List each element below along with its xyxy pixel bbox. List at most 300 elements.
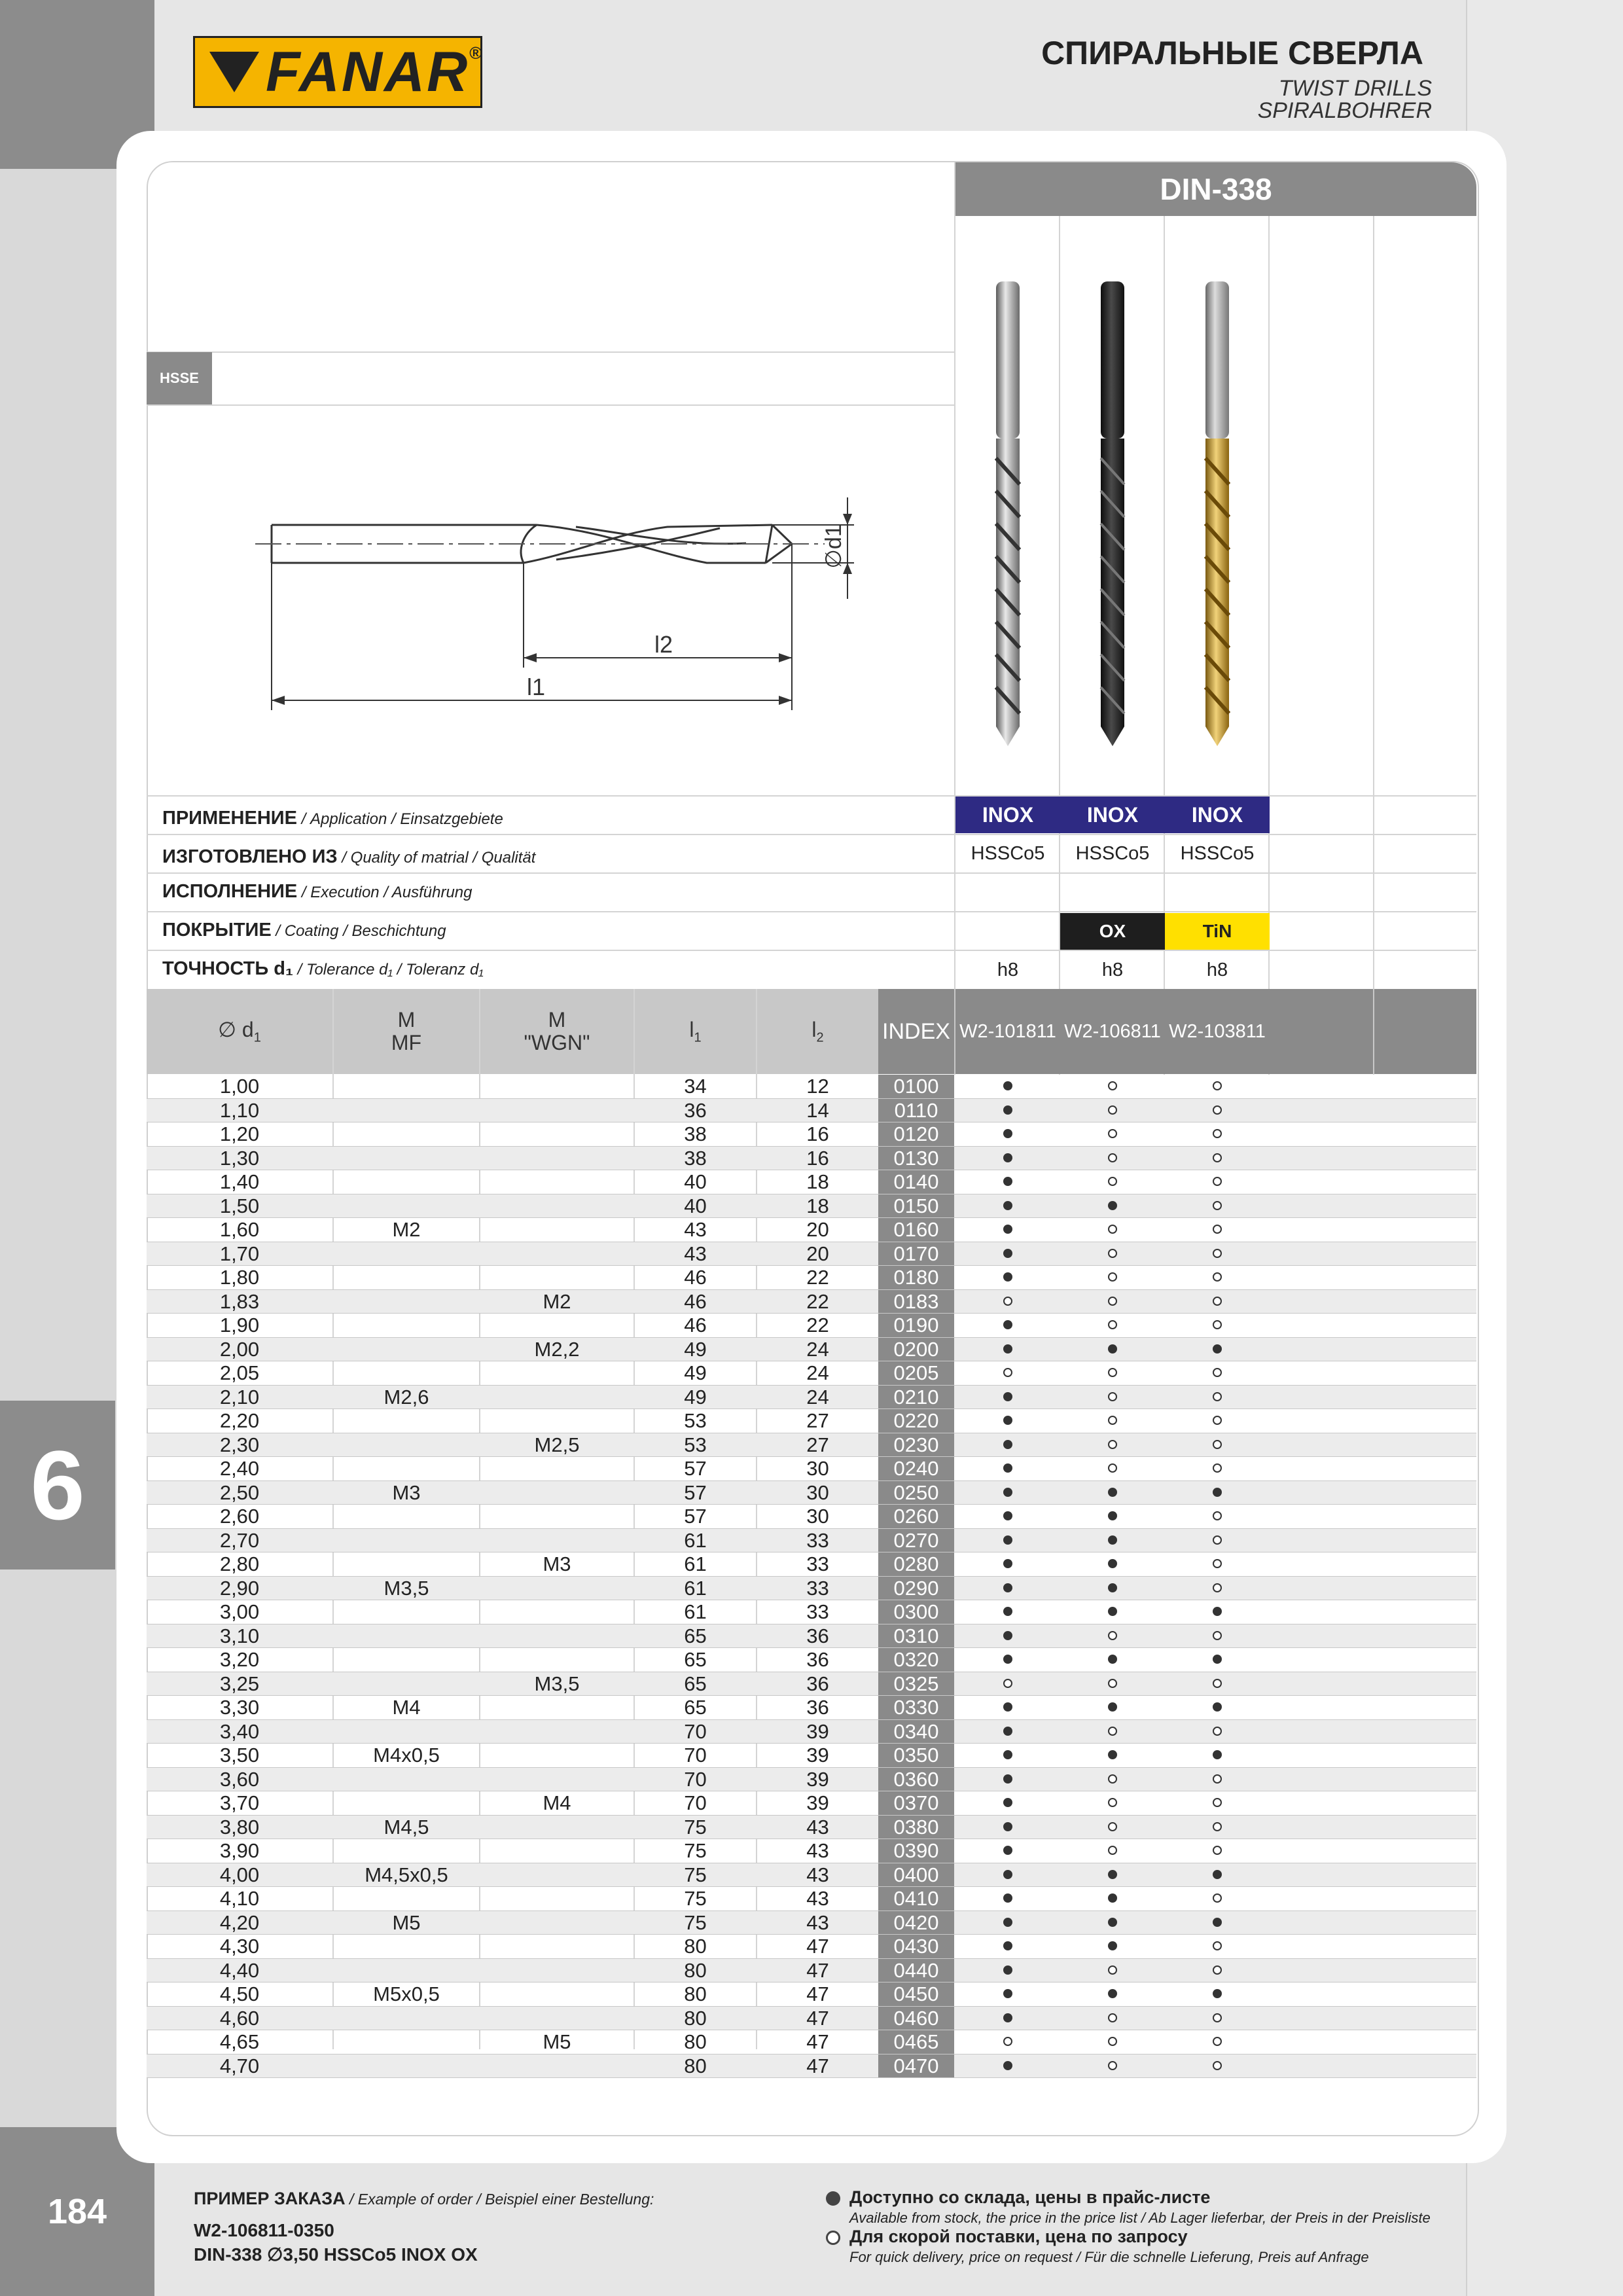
index-cell: 0400 <box>878 1863 954 1887</box>
on-request-dot-icon <box>1213 1463 1222 1473</box>
l1-cell: 65 <box>684 1648 707 1671</box>
coating-badge-ox: OX <box>1060 913 1165 950</box>
m-mf-cell <box>334 1600 479 1624</box>
table-row <box>147 1672 1476 1696</box>
in-stock-dot-icon <box>1213 1488 1222 1497</box>
index-cell: 0325 <box>878 1672 954 1696</box>
m-wgn-cell <box>480 1075 633 1098</box>
col-header-index: INDEX <box>878 989 954 1074</box>
in-stock-dot-icon <box>1108 1511 1117 1520</box>
index-cell: 0300 <box>878 1600 954 1624</box>
on-request-dot-icon <box>1213 1177 1222 1186</box>
m-wgn-cell: M3,5 <box>534 1672 580 1695</box>
l1-cell: 40 <box>684 1194 707 1217</box>
m-wgn-cell <box>480 1457 633 1480</box>
diameter-cell: 4,20 <box>219 1910 260 1934</box>
material-tag: HSSE <box>147 352 212 404</box>
l2-cell: 24 <box>806 1337 829 1361</box>
m-mf-cell <box>334 1648 479 1672</box>
on-request-dot-icon <box>1213 2037 1222 2046</box>
in-stock-dot-icon <box>1213 1989 1222 1998</box>
tolerance-value: h8 <box>1101 960 1124 980</box>
index-cell: 0240 <box>878 1457 954 1480</box>
l2-cell: 47 <box>806 2030 829 2053</box>
l2-cell: 24 <box>806 1385 829 1408</box>
table-row <box>147 1791 1476 1816</box>
m-wgn-cell <box>480 1935 633 1958</box>
logo-text: FANAR <box>266 41 470 103</box>
m-wgn-cell <box>480 1505 633 1528</box>
table-row <box>147 1935 1476 1959</box>
col-header-m-wgn: M "WGN" <box>524 1007 590 1054</box>
m-wgn-cell <box>480 1720 633 1744</box>
m-wgn-cell <box>480 1982 633 2006</box>
grid-line <box>1373 216 1374 1075</box>
index-cell: 0390 <box>878 1839 954 1863</box>
l1-cell: 43 <box>684 1242 707 1265</box>
diameter-cell: 4,10 <box>219 1887 260 1910</box>
on-request-dot-icon <box>1213 1559 1222 1568</box>
l2-cell: 43 <box>806 1887 829 1910</box>
on-request-dot-icon <box>1108 1798 1117 1807</box>
l2-cell: 20 <box>806 1218 829 1241</box>
fanar-logo <box>193 36 482 108</box>
l1-cell: 34 <box>684 1075 707 1098</box>
l1-cell: 65 <box>684 1672 707 1695</box>
in-stock-dot-icon <box>1003 1774 1012 1784</box>
m-wgn-cell <box>480 1147 633 1170</box>
on-request-dot-icon <box>1108 1368 1117 1377</box>
in-stock-dot-icon <box>1003 1344 1012 1354</box>
index-cell: 0370 <box>878 1791 954 1815</box>
index-cell: 0350 <box>878 1744 954 1767</box>
in-stock-dot-icon <box>1003 1965 1012 1975</box>
in-stock-dot-icon <box>1003 1702 1012 1712</box>
diameter-cell: 3,20 <box>219 1648 260 1671</box>
on-request-dot-icon <box>1003 1297 1012 1306</box>
diameter-cell: 4,00 <box>219 1863 260 1886</box>
diameter-cell: 1,00 <box>219 1075 260 1098</box>
diameter-cell: 3,10 <box>219 1624 260 1647</box>
in-stock-dot-icon <box>1108 1201 1117 1210</box>
diameter-cell: 4,30 <box>219 1935 260 1958</box>
in-stock-dot-icon <box>1003 1249 1012 1258</box>
index-cell: 0100 <box>878 1075 954 1098</box>
in-stock-dot-icon <box>1003 1607 1012 1616</box>
m-wgn-cell <box>480 1099 633 1122</box>
in-stock-dot-icon <box>1108 1893 1117 1903</box>
index-cell: 0410 <box>878 1887 954 1910</box>
on-request-dot-icon <box>1213 2061 1222 2070</box>
table-row <box>147 1600 1476 1624</box>
in-stock-dot-icon <box>1003 1559 1012 1568</box>
l1-cell: 38 <box>684 1146 707 1170</box>
l2-cell: 18 <box>806 1194 829 1217</box>
on-request-dot-icon <box>1213 1535 1222 1545</box>
quality-value: HSSCo5 <box>1075 843 1150 864</box>
l2-cell: 20 <box>806 1242 829 1265</box>
diameter-cell: 3,25 <box>219 1672 260 1695</box>
on-request-dot-icon <box>1108 1965 1117 1975</box>
coating-badge-tin: TiN <box>1165 913 1270 950</box>
index-cell: 0120 <box>878 1122 954 1146</box>
m-mf-cell <box>334 1290 479 1314</box>
m-mf-cell <box>334 1122 479 1146</box>
in-stock-dot-icon <box>1003 1129 1012 1138</box>
m-mf-cell: M2,6 <box>383 1385 429 1408</box>
index-cell: 0140 <box>878 1170 954 1194</box>
on-request-dot-icon <box>1213 1774 1222 1784</box>
diameter-label: ∅d1 <box>821 524 846 569</box>
in-stock-dot-icon <box>1213 1702 1222 1712</box>
l1-cell: 46 <box>684 1289 707 1313</box>
m-mf-cell <box>334 1457 479 1480</box>
on-request-dot-icon <box>1108 2037 1117 2046</box>
table-row <box>147 1075 1476 1099</box>
l2-cell: 47 <box>806 2054 829 2077</box>
index-cell: 0130 <box>878 1147 954 1170</box>
page-number: 184 <box>0 2127 154 2296</box>
l2-cell: 33 <box>806 1552 829 1575</box>
index-cell: 0183 <box>878 1290 954 1314</box>
m-wgn-cell <box>480 1839 633 1863</box>
table-row <box>147 1386 1476 1410</box>
diameter-cell: 1,60 <box>219 1218 260 1241</box>
on-request-dot-icon <box>1213 1153 1222 1162</box>
in-stock-dot-icon <box>1003 1750 1012 1759</box>
m-wgn-cell <box>480 1863 633 1887</box>
table-row <box>147 1433 1476 1458</box>
m-wgn-cell <box>480 1648 633 1672</box>
table-row <box>147 1911 1476 1935</box>
in-stock-dot-icon <box>1108 1941 1117 1950</box>
diameter-cell: 2,00 <box>219 1337 260 1361</box>
col-header-l1: $l_1$ <box>689 1017 702 1045</box>
index-cell: 0280 <box>878 1552 954 1576</box>
m-mf-cell <box>334 1672 479 1696</box>
col-header-code: W2-101811 <box>955 989 1060 1074</box>
m-wgn-cell <box>480 1218 633 1242</box>
on-request-dot-icon <box>1213 1846 1222 1855</box>
m-wgn-cell: M2 <box>543 1289 571 1313</box>
page-title-de: SPIRALBOHRER <box>1257 98 1432 123</box>
l1-cell: 53 <box>684 1409 707 1432</box>
l2-cell: 27 <box>806 1433 829 1456</box>
legend-request: Для скорой поставки, цена по запросу <box>849 2227 1188 2246</box>
in-stock-dot-icon <box>1213 1607 1222 1616</box>
page-title: СПИРАЛЬНЫЕ СВЕРЛА <box>1041 35 1423 71</box>
on-request-dot-icon <box>1108 1822 1117 1831</box>
m-mf-cell: M3 <box>392 1480 421 1504</box>
table-row <box>147 1170 1476 1194</box>
tolerance-value: h8 <box>997 960 1019 980</box>
l1-cell: 61 <box>684 1576 707 1600</box>
m-wgn-cell <box>480 1577 633 1600</box>
table-row <box>147 1982 1476 2007</box>
prop-rule <box>147 795 1476 797</box>
diameter-cell: 4,50 <box>219 1982 260 2005</box>
application-badge: INOX <box>1165 797 1270 833</box>
in-stock-dot-icon <box>1003 1727 1012 1736</box>
m-wgn-cell <box>480 1122 633 1146</box>
in-stock-dot-icon <box>1003 1870 1012 1879</box>
table-row <box>147 1147 1476 1171</box>
m-wgn-cell <box>480 1696 633 1719</box>
table-row <box>147 1624 1476 1649</box>
table-row <box>147 1361 1476 1386</box>
table-row <box>147 1505 1476 1529</box>
in-stock-dot-icon <box>1003 1105 1012 1115</box>
l1-cell: 75 <box>684 1839 707 1862</box>
l1-cell: 80 <box>684 2030 707 2053</box>
l2-cell: 27 <box>806 1409 829 1432</box>
l2-cell: 33 <box>806 1600 829 1623</box>
l2-cell: 43 <box>806 1863 829 1886</box>
diameter-cell: 3,40 <box>219 1719 260 1743</box>
table-row <box>147 1839 1476 1863</box>
table-row <box>147 1122 1476 1147</box>
table-row <box>147 1887 1476 1911</box>
m-wgn-cell: M4 <box>543 1791 571 1814</box>
diameter-cell: 4,65 <box>219 2030 260 2053</box>
m-mf-cell <box>334 1338 479 1361</box>
on-request-dot-icon <box>1213 1225 1222 1234</box>
m-mf-cell: M4,5 <box>383 1815 429 1839</box>
index-cell: 0150 <box>878 1194 954 1218</box>
in-stock-dot-icon <box>1003 1201 1012 1210</box>
in-stock-dot-icon <box>1003 1225 1012 1234</box>
in-stock-dot-icon <box>1003 1989 1012 1998</box>
table-row <box>147 1552 1476 1577</box>
on-request-dot-icon <box>1213 1511 1222 1520</box>
diameter-cell: 1,30 <box>219 1146 260 1170</box>
page-title-en: TWIST DRILLS <box>1278 76 1432 101</box>
l1-cell: 75 <box>684 1863 707 1886</box>
on-request-dot-icon <box>1108 2061 1117 2070</box>
in-stock-dot-icon <box>1003 1488 1012 1497</box>
in-stock-dot-icon <box>1213 1918 1222 1927</box>
in-stock-dot-icon <box>1213 1870 1222 1879</box>
m-mf-cell <box>334 1839 479 1863</box>
l2-cell: 47 <box>806 1982 829 2005</box>
m-wgn-cell <box>480 1529 633 1552</box>
m-mf-cell <box>334 1505 479 1528</box>
on-request-dot-icon <box>1108 1392 1117 1401</box>
index-cell: 0360 <box>878 1768 954 1791</box>
l2-cell: 14 <box>806 1098 829 1122</box>
on-request-dot-icon <box>1213 1893 1222 1903</box>
on-request-dot-icon <box>1213 1941 1222 1950</box>
on-request-dot-icon <box>1213 1679 1222 1688</box>
diameter-cell: 2,30 <box>219 1433 260 1456</box>
in-stock-dot-icon <box>1108 1559 1117 1568</box>
diameter-cell: 2,50 <box>219 1480 260 1504</box>
in-stock-dot-icon <box>1003 1822 1012 1831</box>
m-mf-cell: M2 <box>392 1218 421 1241</box>
quality-value: HSSCo5 <box>971 843 1045 864</box>
l1-cell: 70 <box>684 1767 707 1791</box>
index-cell: 0380 <box>878 1816 954 1839</box>
m-wgn-cell: M2,5 <box>534 1433 580 1456</box>
m-mf-cell <box>334 1409 479 1433</box>
order-example-code: W2-106811-0350 <box>194 2220 334 2240</box>
on-request-dot-icon <box>1108 1679 1117 1688</box>
diameter-cell: 3,90 <box>219 1839 260 1862</box>
col-header-code: W2-103811 <box>1165 989 1270 1074</box>
drill-technical-drawing <box>249 481 877 717</box>
on-request-dot-icon <box>1108 1320 1117 1329</box>
l1-cell: 46 <box>684 1266 707 1289</box>
in-stock-dot-icon <box>1213 1344 1222 1354</box>
in-stock-dot-icon <box>1108 1607 1117 1616</box>
index-cell: 0110 <box>878 1099 954 1122</box>
legend-request-sub: For quick delivery, price on request / Für die schnelle Lieferung, Preis auf Anfrage <box>849 2249 1369 2265</box>
on-request-dot-icon <box>1213 1727 1222 1736</box>
m-wgn-cell <box>480 1194 633 1218</box>
on-request-dot-icon <box>1213 1440 1222 1449</box>
on-request-dot-icon <box>1213 1297 1222 1306</box>
diameter-cell: 3,70 <box>219 1791 260 1814</box>
m-wgn-cell <box>480 1744 633 1767</box>
l2-cell: 12 <box>806 1075 829 1098</box>
in-stock-dot-icon <box>1108 1918 1117 1927</box>
m-mf-cell <box>334 1433 479 1457</box>
in-stock-dot-icon <box>1108 1583 1117 1592</box>
in-stock-dot-icon <box>1003 1941 1012 1950</box>
in-stock-dot-icon <box>1003 1320 1012 1329</box>
on-request-dot-icon <box>1108 1463 1117 1473</box>
on-request-dot-icon <box>1108 1129 1117 1138</box>
on-request-dot-icon <box>1108 2013 1117 2022</box>
l1-cell: 36 <box>684 1098 707 1122</box>
drill-image-1 <box>996 281 1020 746</box>
diameter-cell: 1,70 <box>219 1242 260 1265</box>
application-badge: INOX <box>955 797 1060 833</box>
m-wgn-cell <box>480 1600 633 1624</box>
on-request-dot-icon <box>1003 1368 1012 1377</box>
m-wgn-cell <box>480 1170 633 1194</box>
order-example-spec: DIN-338 ∅3,50 HSSCo5 INOX OX <box>194 2244 478 2265</box>
prop-execution-label: ИСПОЛНЕНИЕ / Execution / Ausführung <box>162 881 473 902</box>
index-cell: 0230 <box>878 1433 954 1457</box>
table-row <box>147 1744 1476 1768</box>
prop-application-label: ПРИМЕНЕНИЕ / Application / Einsatzgebiete <box>162 808 503 829</box>
drill-product-images <box>955 275 1270 753</box>
diameter-cell: 2,60 <box>219 1505 260 1528</box>
in-stock-dot-icon <box>1003 1655 1012 1664</box>
m-mf-cell <box>334 1529 479 1552</box>
filled-dot-icon <box>826 2191 840 2206</box>
diameter-cell: 1,50 <box>219 1194 260 1217</box>
on-request-dot-icon <box>1003 2037 1012 2046</box>
l1-cell: 70 <box>684 1719 707 1743</box>
index-cell: 0430 <box>878 1935 954 1958</box>
l2-label: l2 <box>654 631 673 658</box>
l1-cell: 57 <box>684 1457 707 1480</box>
quality-value: HSSCo5 <box>1180 843 1255 864</box>
in-stock-dot-icon <box>1003 1918 1012 1927</box>
diameter-cell: 2,20 <box>219 1409 260 1432</box>
l2-cell: 24 <box>806 1361 829 1384</box>
index-cell: 0180 <box>878 1266 954 1289</box>
m-wgn-cell <box>480 1386 633 1409</box>
l1-cell: 80 <box>684 2054 707 2077</box>
diameter-cell: 4,40 <box>219 1958 260 1982</box>
in-stock-dot-icon <box>1108 1655 1117 1664</box>
diameter-cell: 2,10 <box>219 1385 260 1408</box>
on-request-dot-icon <box>1108 1416 1117 1425</box>
index-cell: 0330 <box>878 1696 954 1719</box>
on-request-dot-icon <box>1108 1631 1117 1640</box>
diameter-cell: 1,20 <box>219 1122 260 1145</box>
in-stock-dot-icon <box>1003 2061 1012 2070</box>
index-cell: 0310 <box>878 1624 954 1648</box>
logo-v-mark-icon <box>209 52 259 92</box>
col-header-l2: $l_2$ <box>812 1017 824 1045</box>
l1-cell: 70 <box>684 1791 707 1814</box>
l2-cell: 36 <box>806 1696 829 1719</box>
table-row <box>147 2007 1476 2031</box>
l1-cell: 61 <box>684 1552 707 1575</box>
table-row <box>147 1099 1476 1123</box>
l1-cell: 80 <box>684 1958 707 1982</box>
l2-cell: 22 <box>806 1289 829 1313</box>
in-stock-dot-icon <box>1003 1846 1012 1855</box>
m-mf-cell <box>334 1959 479 1982</box>
index-cell: 0250 <box>878 1481 954 1505</box>
on-request-dot-icon <box>1108 1297 1117 1306</box>
standard-header: DIN-338 <box>955 162 1476 216</box>
m-mf-cell <box>334 1099 479 1122</box>
prop-rule <box>147 872 1476 874</box>
l1-cell: 49 <box>684 1361 707 1384</box>
on-request-dot-icon <box>1108 1846 1117 1855</box>
l2-cell: 36 <box>806 1648 829 1671</box>
on-request-dot-icon <box>1213 1201 1222 1210</box>
l1-cell: 49 <box>684 1385 707 1408</box>
l1-cell: 75 <box>684 1910 707 1934</box>
table-row <box>147 1409 1476 1433</box>
in-stock-dot-icon <box>1003 1177 1012 1186</box>
index-cell: 0170 <box>878 1242 954 1266</box>
chapter-tab[interactable]: 6 <box>0 1401 115 1570</box>
diameter-cell: 2,40 <box>219 1457 260 1480</box>
diameter-cell: 1,10 <box>219 1098 260 1122</box>
diameter-cell: 3,00 <box>219 1600 260 1623</box>
diameter-cell: 2,70 <box>219 1528 260 1552</box>
l2-cell: 39 <box>806 1791 829 1814</box>
m-wgn-cell: M3 <box>543 1552 571 1575</box>
in-stock-dot-icon <box>1108 1750 1117 1759</box>
order-example-title: ПРИМЕР ЗАКАЗА / Example of order / Beispiel einer Bestellung: <box>194 2189 654 2208</box>
m-wgn-cell <box>480 1887 633 1910</box>
m-mf-cell <box>334 1887 479 1910</box>
in-stock-dot-icon <box>1003 1535 1012 1545</box>
open-dot-icon <box>826 2231 840 2245</box>
hsse-rule-bottom <box>147 404 954 406</box>
in-stock-dot-icon <box>1003 1153 1012 1162</box>
l2-cell: 47 <box>806 1958 829 1982</box>
in-stock-dot-icon <box>1003 1798 1012 1807</box>
m-mf-cell <box>334 1075 479 1098</box>
in-stock-dot-icon <box>1003 1631 1012 1640</box>
diameter-cell: 1,90 <box>219 1314 260 1336</box>
m-mf-cell <box>334 1266 479 1289</box>
m-wgn-cell <box>480 1242 633 1266</box>
prop-coating-label: ПОКРЫТИЕ / Coating / Beschichtung <box>162 920 446 941</box>
on-request-dot-icon <box>1108 1081 1117 1090</box>
in-stock-dot-icon <box>1108 1535 1117 1545</box>
